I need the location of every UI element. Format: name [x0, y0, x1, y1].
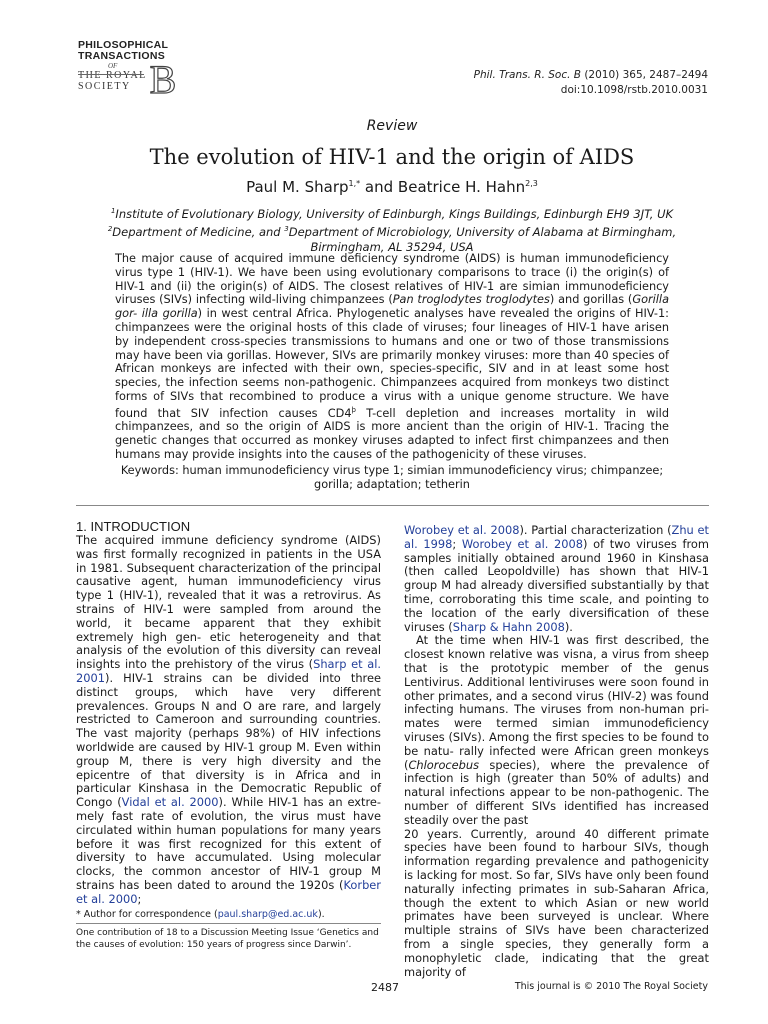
right-text-4: ). [564, 619, 573, 634]
affiliation-2c: Birmingham, AL 35294, USA [310, 239, 474, 254]
citation-link[interactable]: Vidal et al. 2000 [121, 795, 219, 810]
logo-line-2: TRANSACTIONS [78, 50, 166, 62]
citation-link[interactable]: Zhu et al. 1998 [404, 523, 710, 551]
author-2: Beatrice H. Hahn [397, 178, 526, 196]
abstract-text-1: The major cause of acquired immune deficiency syndrome (AIDS) is human immunodeficiency virus type 1 (HIV-1). We have been using evolutionary comparisons to trace (i) the origin(s) of HIV-1 and (ii) the origin(s) of AIDS. The closest relatives of HIV-1 are simian immunodeficiency viruses (SIVs) infecting wild-living chimpanzees ( [115, 252, 669, 307]
affiliation-2a: Department of Medicine, and [112, 224, 285, 239]
corr-pre: * Author for correspondence ( [76, 909, 218, 920]
logo-line-1: PHILOSOPHICAL [78, 39, 169, 51]
article-title: The evolution of HIV-1 and the origin of AIDS [149, 145, 635, 169]
abstract [115, 252, 669, 462]
journal-name: Phil. Trans. R. Soc. B [473, 69, 581, 81]
right-para2-b: species), where the prevalence of infection is high (greater than 50% of adults) and natural infections appear to be non-pathogenic. The number of different SIVs identified has increased steadily over the past [404, 757, 709, 827]
citation-link[interactable]: Worobey et al. 2008 [461, 536, 584, 551]
intro-text-4: ; [137, 891, 142, 906]
citation-link[interactable]: Worobey et al. 2008 [404, 523, 520, 537]
abstract-species-2: Gorilla gor- illa gorilla [115, 293, 669, 321]
citation-block [474, 68, 708, 98]
author-list [0, 178, 768, 196]
correspondence-note [76, 909, 325, 920]
correspondence-email[interactable]: paul.sharp@ed.ac.uk [217, 909, 318, 920]
abstract-sup: þ [351, 405, 356, 414]
logo-line-3: OF [108, 62, 118, 70]
right-para3: 20 years. Currently, around 40 different primate species have been found to harbour SIVs, though information regarding prevalence and pathogenicity is lacking for most. So far, SIVs have only been found naturally infecting primates in sub-Saharan Africa, though the extent to which Asian or new world primates have been surveyed is unclear. Where multiple strains of SIVs have been characterized from a single species, they generally form a monophyletic clade, indicating that the great majority of [404, 826, 709, 979]
right-column [404, 524, 709, 979]
article-type: Review [366, 118, 418, 134]
corr-post: ). [317, 909, 325, 920]
aff3-marker: 3 [284, 224, 289, 233]
abstract-text-3: ) in west central Africa. Phylogenetic analyses have revealed the origins of HIV-1: chimpanzees were the original hosts of this clade of viruses; four lineages of HIV-1 have arisen by independent cross-species transmissions to humans and one or two of those transmissions may have been via gorillas. However, SIVs are primarily monkey viruses: more than 40 species of African monkeys are infected with their own, species-specific, SIV and in at least some host species, the infection seems non-pathogenic. Chimpanzees acquired from monkeys two distinct forms of SIVs that recombined to produce a virus with a unique genome structure. We have found that SIV infection causes CD4 [115, 307, 669, 420]
citation-link[interactable]: Sharp & Hahn 2008 [452, 619, 565, 634]
author-1: Paul M. Sharp [246, 178, 349, 196]
citation-link[interactable]: Korber et al. 2000 [76, 877, 381, 906]
journal-logo [78, 39, 188, 102]
right-text-1: ). Partial characterization ( [519, 523, 672, 537]
intro-text-3: ). While HIV-1 has an extre- mely fast rate of evolution, the virus must have circulated within human populations for many years before it was first recognized for this extent of diversity to have accumulated. Using molecular clocks, the common ancestor of HIV-1 group M strains has been dated to around the 1920s ( [76, 795, 382, 892]
copyright-line: This journal is © 2010 The Royal Society [514, 981, 708, 992]
aff1-marker: 1 [110, 207, 116, 215]
footnote-divider [76, 923, 381, 924]
author-2-affil: 2,3 [525, 179, 538, 188]
aff2-marker: 2 [107, 224, 113, 233]
affiliations [100, 204, 684, 255]
page-number: 2487 [371, 981, 399, 994]
right-text-3: ) of two viruses from samples initially obtained around 1960 in Kinshasa (then called Leopoldville) has shown that HIV-1 group M had already diversified substantially by that time, corroborating this time scale, and pointing to the location of the early diversification of these viruses ( [404, 536, 709, 634]
author-1-affil: 1,* [348, 179, 361, 188]
divider [76, 505, 709, 506]
right-para2-genus: Chlorocebus [408, 757, 480, 772]
intro-text-2: ). HIV-1 strains can be divided into three distinct groups, which have very different prevalences. Groups N and O are rare, and largely restricted to Cameroon and surrounding countries. The vast majority (perhaps 98%) of HIV infections worldwide are caused by HIV-1 group M. Even within group M, there is very high diversity and the epicentre of that diversity is in Africa and in particular Kinshasa in the Democratic Republic of Congo ( [76, 670, 381, 810]
journal-details: (2010) 365, 2487–2494 [581, 69, 708, 81]
logo-line-4: THE ROYAL [78, 70, 147, 81]
doi: doi:10.1098/rstb.2010.0031 [560, 84, 708, 96]
affiliation-1: Institute of Evolutionary Biology, University of Edinburgh, Kings Buildings, Edinburgh EH9 3JT, UK [115, 206, 674, 221]
logo-b-mark: B [149, 57, 177, 102]
abstract-text-4: T-cell depletion and increases mortality in wild chimpanzees, and so the origin of AIDS is more ancient than the origin of HIV-1. Tracing the genetic changes that occurred as monkey viruses adapted to infect first chimpanzees and then humans may provide insights into the causes of the pathogenicity of these viruses. [115, 406, 669, 461]
author-joiner: and [360, 178, 398, 196]
contribution-note: One contribution of 18 to a Discussion Meeting Issue ‘Genetics and the causes of evolution: 150 years of progress since Darwin’. [76, 928, 379, 950]
abstract-species-1: Pan troglodytes troglodytes [392, 293, 550, 307]
logo-rule [78, 74, 144, 75]
intro-text-1: The acquired immune deficiency syndrome (AIDS) was first formally recognized in patients in the USA in 1981. Subsequent characterization of the principal causative agent, human immunodeficiency virus type 1 (HIV-1), revealed that it was a retrovirus. As strains of HIV-1 were sampled from around the world, it became apparent that they exhibit extremely high gen- etic heterogeneity and that analysis of the evolution of this diversity can reveal insights into the prehistory of the virus ( [76, 533, 381, 672]
citation-link[interactable]: Sharp et al. 2001 [76, 657, 381, 685]
abstract-text-2: ) and gorillas ( [549, 293, 633, 307]
section-heading: 1. INTRODUCTION [76, 519, 191, 534]
keywords: Keywords: human immunodeficiency virus type 1; simian immunodeficiency virus; chimpanzee; gorilla; adaptation; tetherin [120, 464, 664, 491]
right-para2-a: At the time when HIV-1 was first described, the closest known relative was visna, a virus from sheep that is the prototypic member of the genus Lentivirus. Additional lentiviruses were soon found in other primates, and a second virus (HIV-2) was found infecting humans. The viruses from non-human pri- mates were termed simian immunodeficiency viruses (SIVs). Among the first species to be found to be natu- rally infected were African green monkeys ( [404, 633, 709, 772]
left-column [76, 534, 381, 907]
affiliation-2b: Department of Microbiology, University of Alabama at Birmingham, [288, 224, 677, 239]
logo-line-5: SOCIETY [78, 81, 131, 92]
right-text-2: ; [452, 536, 462, 551]
